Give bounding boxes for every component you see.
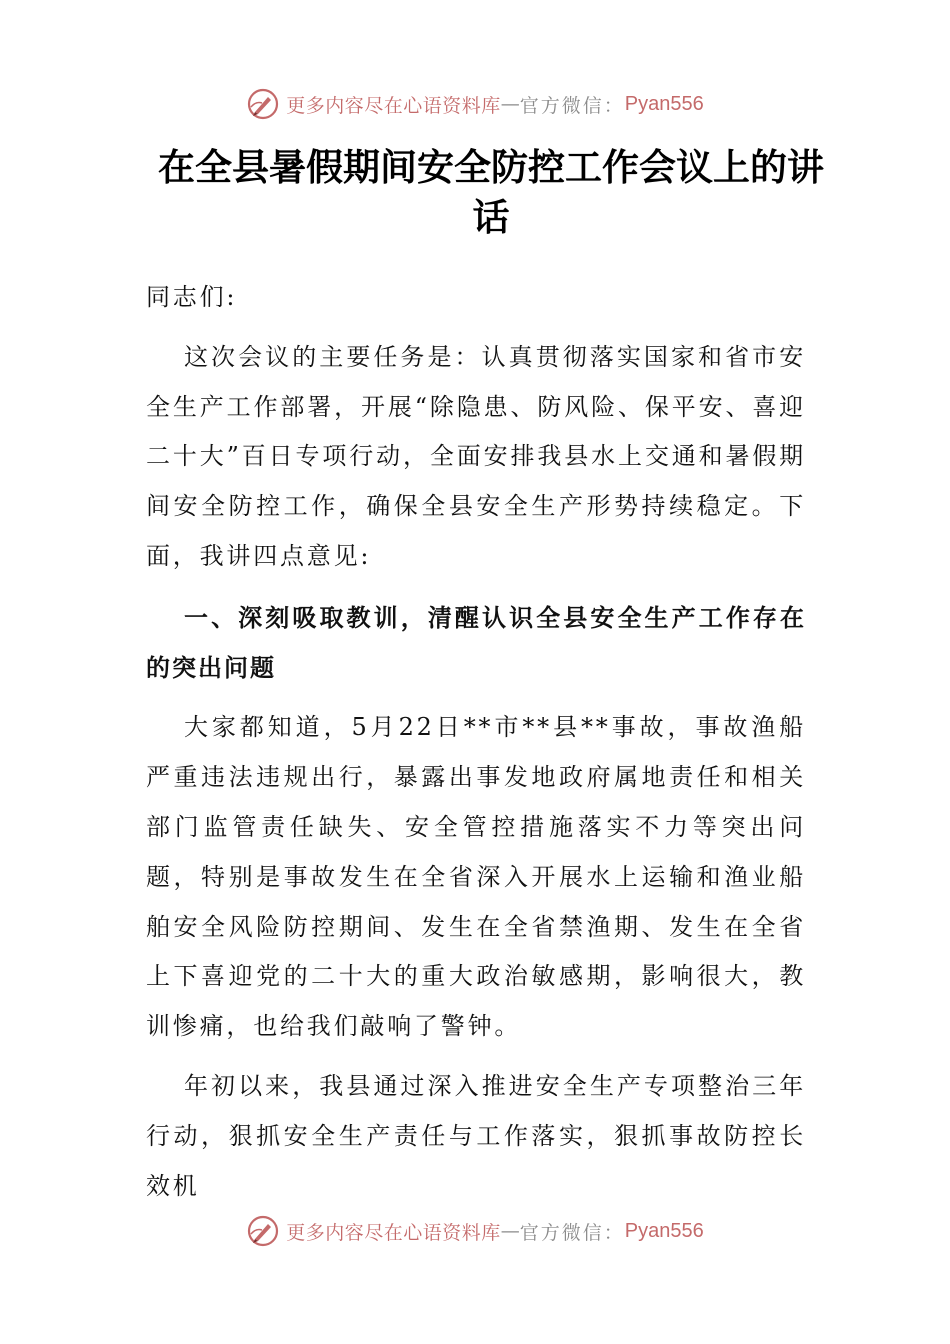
watermark-label: 官方微信： xyxy=(519,1221,625,1244)
pen-logo-icon xyxy=(246,1214,280,1248)
footer-watermark xyxy=(0,1209,950,1253)
watermark-dash: — xyxy=(500,1220,520,1242)
body-paragraph-2: 年初以来，我县通过深入推进安全生产专项整治三年行动，狠抓安全生产责任与工作落实，狠抓事故防控长效机 xyxy=(146,1071,806,1200)
document-body xyxy=(146,273,806,1211)
watermark-wechat-id: Pyan556 xyxy=(624,1219,704,1242)
intro-paragraph: 这次会议的主要任务是：认真贯彻落实国家和省市安全生产工作部署，开展“除隐患、防风险、保平安、喜迎二十大”百日专项行动，全面安排我县水上交通和暑假期间安全防控工作，确保全县安全生产形势持续稳定。下面，我讲四点意见: xyxy=(146,342,806,570)
watermark-dash: — xyxy=(500,93,520,115)
header-watermark xyxy=(0,82,950,126)
page-title: 在全县暑假期间安全防控工作会议上的讲话 xyxy=(158,145,824,239)
pen-logo-icon xyxy=(246,87,280,121)
watermark-wechat-id: Pyan556 xyxy=(624,92,704,115)
watermark-main-text: 更多内容尽在心语资料库 xyxy=(286,94,501,117)
watermark-label: 官方微信： xyxy=(519,94,625,117)
body-paragraph-1: 大家都知道，5月22日**市**县**事故，事故渔船严重违法违规出行，暴露出事发地政府属地责任和相关部门监管责任缺失、安全管控措施落实不力等突出问题，特别是事故发生在全省深入开展水上运输和渔业船舶安全风险防控期间、发生在全省禁渔期、发生在全省上下喜迎党的二十大的重大政治敏感期，影响很大，教训惨痛，也给我们敲响了警钟。 xyxy=(146,713,806,1041)
salutation: 同志们: xyxy=(146,283,238,311)
section-heading-1: 一、深刻吸取教训，清醒认识全县安全生产工作存在的突出问题 xyxy=(146,602,806,682)
watermark-main-text: 更多内容尽在心语资料库 xyxy=(286,1221,501,1244)
